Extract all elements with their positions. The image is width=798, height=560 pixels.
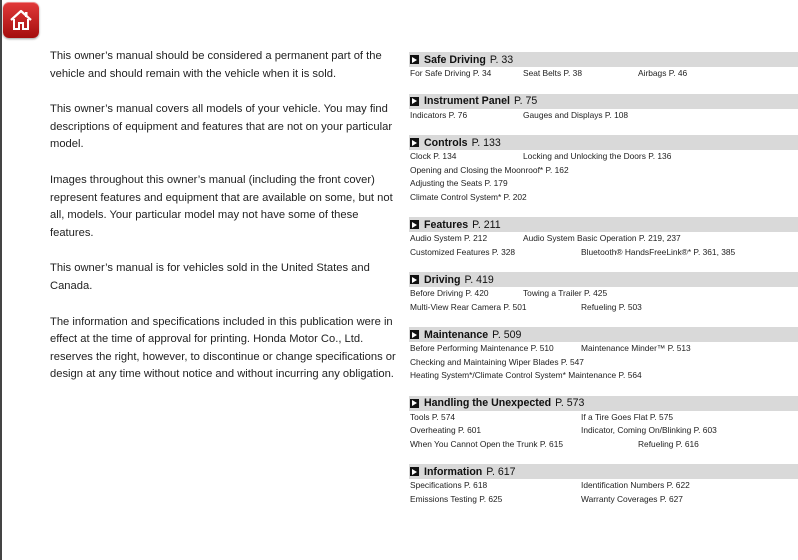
section-title: Maintenance (424, 328, 489, 341)
arrow-right-icon (410, 467, 419, 476)
toc-link[interactable]: Seat Belts P. 38 (523, 68, 582, 78)
toc-link[interactable]: Airbags P. 46 (638, 68, 688, 78)
arrow-right-icon (410, 399, 419, 408)
toc-link[interactable]: Locking and Unlocking the Doors P. 136 (523, 151, 672, 161)
toc-section-controls (409, 135, 798, 204)
toc-link[interactable]: Heating System*/Climate Control System* Maintenance P. 564 (410, 370, 642, 380)
toc-section-features (409, 217, 798, 259)
section-link-instrument-panel[interactable] (409, 94, 798, 109)
section-link-controls[interactable] (409, 135, 798, 150)
section-page: P. 573 (555, 397, 585, 409)
arrow-right-icon (410, 138, 419, 147)
toc-link[interactable]: Customized Features P. 328 (410, 246, 516, 257)
table-of-contents (409, 52, 798, 519)
section-page: P. 133 (471, 136, 501, 149)
toc-link[interactable]: Before Performing Maintenance P. 510 (410, 343, 554, 353)
toc-link[interactable]: Towing a Trailer P. 425 (523, 288, 608, 298)
home-icon (8, 7, 34, 33)
section-page: P. 33 (489, 53, 514, 66)
toc-link[interactable]: Before Driving P. 420 (410, 288, 489, 298)
toc-link[interactable]: Multi-View Rear Camera P. 501 (410, 301, 527, 312)
home-button[interactable] (3, 2, 39, 38)
section-link-maintenance[interactable] (409, 327, 798, 342)
intro-paragraph: This owner’s manual should be considered a permanent part of the vehicle and should remain with the vehicle when it is sold. (50, 50, 382, 80)
toc-link[interactable]: Maintenance Minder™ P. 513 (581, 343, 691, 353)
section-link-safe-driving[interactable] (409, 52, 798, 67)
toc-link[interactable]: When You Cannot Open the Trunk P. 615 (410, 438, 564, 449)
intro-paragraph: This owner’s manual covers all models of your vehicle. You may find descriptions of equipment and features that are not on your particular model. (50, 103, 393, 151)
toc-link[interactable]: Refueling P. 616 (638, 438, 699, 449)
toc-section-instrument-panel (409, 94, 798, 123)
toc-link[interactable]: Gauges and Displays P. 108 (523, 109, 629, 120)
section-page: P. 617 (486, 465, 516, 478)
section-link-information[interactable] (409, 464, 798, 479)
section-page: P. 211 (472, 218, 501, 231)
section-title: Handling the Unexpected (424, 397, 552, 409)
section-page: P. 419 (464, 273, 494, 286)
arrow-right-icon (410, 97, 419, 106)
toc-link[interactable]: Adjusting the Seats P. 179 (410, 178, 508, 188)
toc-link[interactable]: Audio System Basic Operation P. 219, 237 (523, 233, 681, 243)
toc-link[interactable]: Warranty Coverages P. 627 (581, 493, 683, 504)
toc-link[interactable]: Identification Numbers P. 622 (581, 480, 690, 490)
toc-section-safe-driving (409, 52, 798, 81)
intro-text (50, 48, 396, 402)
toc-section-maintenance (409, 327, 798, 383)
toc-link[interactable]: Clock P. 134 (410, 151, 457, 161)
intro-paragraph: This owner’s manual is for vehicles sold in the United States and Canada. (50, 262, 370, 292)
section-title: Controls (424, 136, 468, 149)
toc-link[interactable]: Bluetooth® HandsFreeLink®* P. 361, 385 (581, 246, 736, 257)
section-link-features[interactable] (409, 217, 798, 232)
toc-link[interactable]: Checking and Maintaining Wiper Blades P. 547 (410, 356, 584, 367)
section-title: Instrument Panel (424, 95, 510, 107)
toc-link[interactable]: For Safe Driving P. 34 (410, 68, 492, 78)
toc-link[interactable]: Climate Control System* P. 202 (410, 191, 527, 202)
toc-section-driving (409, 272, 798, 314)
toc-link[interactable]: Indicator, Coming On/Blinking P. 603 (581, 425, 717, 435)
toc-link[interactable]: If a Tire Goes Flat P. 575 (581, 411, 674, 422)
toc-link[interactable]: Tools P. 574 (410, 411, 456, 422)
toc-link[interactable]: Refueling P. 503 (581, 301, 642, 312)
section-title: Features (424, 218, 469, 231)
intro-paragraph: Images throughout this owner’s manual (including the front cover) represent features and equipment that are available on some, but not all, models. Your particular model may not have some of these features. (50, 173, 393, 239)
section-title: Safe Driving (424, 53, 486, 66)
arrow-right-icon (410, 275, 419, 284)
toc-link[interactable]: Audio System P. 212 (410, 233, 488, 243)
toc-link[interactable]: Overheating P. 601 (410, 425, 482, 435)
intro-paragraph: The information and specifications included in this publication were in effect at the time of approval for printing. Honda Motor Co., Ltd. reserves the right, however, to discontinue or change specifications or design at any time without notice and without incurring any obligation. (50, 315, 396, 381)
toc-link[interactable]: Opening and Closing the Moonroof* P. 162 (410, 164, 569, 175)
section-title: Driving (424, 273, 461, 286)
arrow-right-icon (410, 220, 419, 229)
section-title: Information (424, 465, 483, 478)
arrow-right-icon (410, 55, 419, 64)
section-page: P. 75 (513, 95, 538, 107)
toc-link[interactable]: Indicators P. 76 (410, 109, 468, 120)
toc-link[interactable]: Specifications P. 618 (410, 480, 488, 490)
toc-section-information (409, 464, 798, 506)
section-link-driving[interactable] (409, 272, 798, 287)
section-link-handling-the-unexpected[interactable] (409, 396, 798, 411)
arrow-right-icon (410, 330, 419, 339)
section-page: P. 509 (492, 328, 522, 341)
page-left-rule (0, 0, 2, 560)
toc-link[interactable]: Emissions Testing P. 625 (410, 493, 503, 504)
toc-section-handling-the-unexpected (409, 396, 798, 452)
